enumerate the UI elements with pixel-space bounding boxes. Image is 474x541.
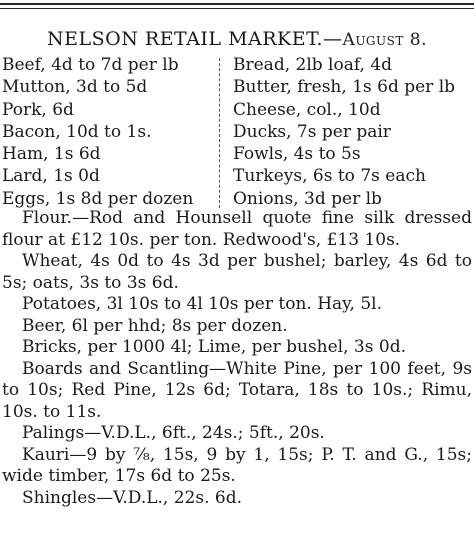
price-row: Lard, 1s 0d — [2, 166, 100, 187]
paragraph-palings: Palings—V.D.L., 6ft., 24s.; 5ft., 20s. — [22, 423, 325, 443]
paragraph-boards: Boards and Scantling—White Pine, per 100 feet, 9s to 10s; Red Pine, 12s 6d; Totara, 18s to 10s.; Rimu, 10s. to 11s. — [2, 358, 472, 422]
price-row: Pork, 6d — [2, 99, 74, 120]
price-row: Eggs, 1s 8d per dozen — [2, 188, 194, 209]
price-row: Ham, 1s 6d — [2, 144, 101, 165]
price-row: Butter, fresh, 1s 6d per lb — [233, 77, 456, 98]
price-row: Beef, 4d to 7d per lb — [2, 55, 179, 75]
price-row: Mutton, 3d to 5d — [2, 77, 148, 98]
paragraph-potatoes: Potatoes, 3l 10s to 4l 10s per ton. Hay, 5l. — [22, 294, 382, 314]
paragraph-beer: Beer, 6l per hhd; 8s per dozen. — [22, 315, 288, 336]
column-divider — [219, 58, 220, 208]
price-row: Bacon, 10d to 1s. — [2, 121, 152, 142]
paragraph-bricks: Bricks, per 1000 4l; Lime, per bushel, 3s 0d. — [22, 337, 406, 357]
price-row: Bread, 2lb loaf, 4d — [233, 55, 393, 75]
top-rule — [0, 3, 474, 5]
paragraph-wheat: Wheat, 4s 0d to 4s 3d per bushel; barley, 4s 6d to 5s; oats, 3s to 3s 6d. — [2, 251, 472, 293]
article-title — [0, 28, 474, 50]
title-date: August 8. — [342, 30, 427, 50]
article-body — [2, 208, 472, 509]
title-main: NELSON RETAIL MARKET.— — [47, 28, 343, 50]
top-rule-thin — [0, 8, 474, 9]
price-column-right — [233, 54, 471, 210]
paragraph-flour: Flour.—Rod and Hounsell quote fine silk dressed flour at £12 10s. per ton. Redwood's, £13 10s. — [2, 208, 472, 250]
price-row: Fowls, 4s to 5s — [233, 144, 361, 165]
price-row: Onions, 3d per lb — [233, 188, 382, 209]
price-column-left — [2, 54, 216, 210]
paragraph-shingles: Shingles—V.D.L., 22s. 6d. — [22, 487, 242, 508]
price-table — [0, 54, 474, 214]
price-row: Cheese, col., 10d — [233, 99, 381, 120]
price-row: Ducks, 7s per pair — [233, 121, 391, 142]
paragraph-kauri: Kauri—9 by ⅞, 15s, 9 by 1, 15s; P. T. and G., 15s; wide timber, 17s 6d to 25s. — [2, 444, 472, 486]
price-row: Turkeys, 6s to 7s each — [233, 166, 426, 187]
